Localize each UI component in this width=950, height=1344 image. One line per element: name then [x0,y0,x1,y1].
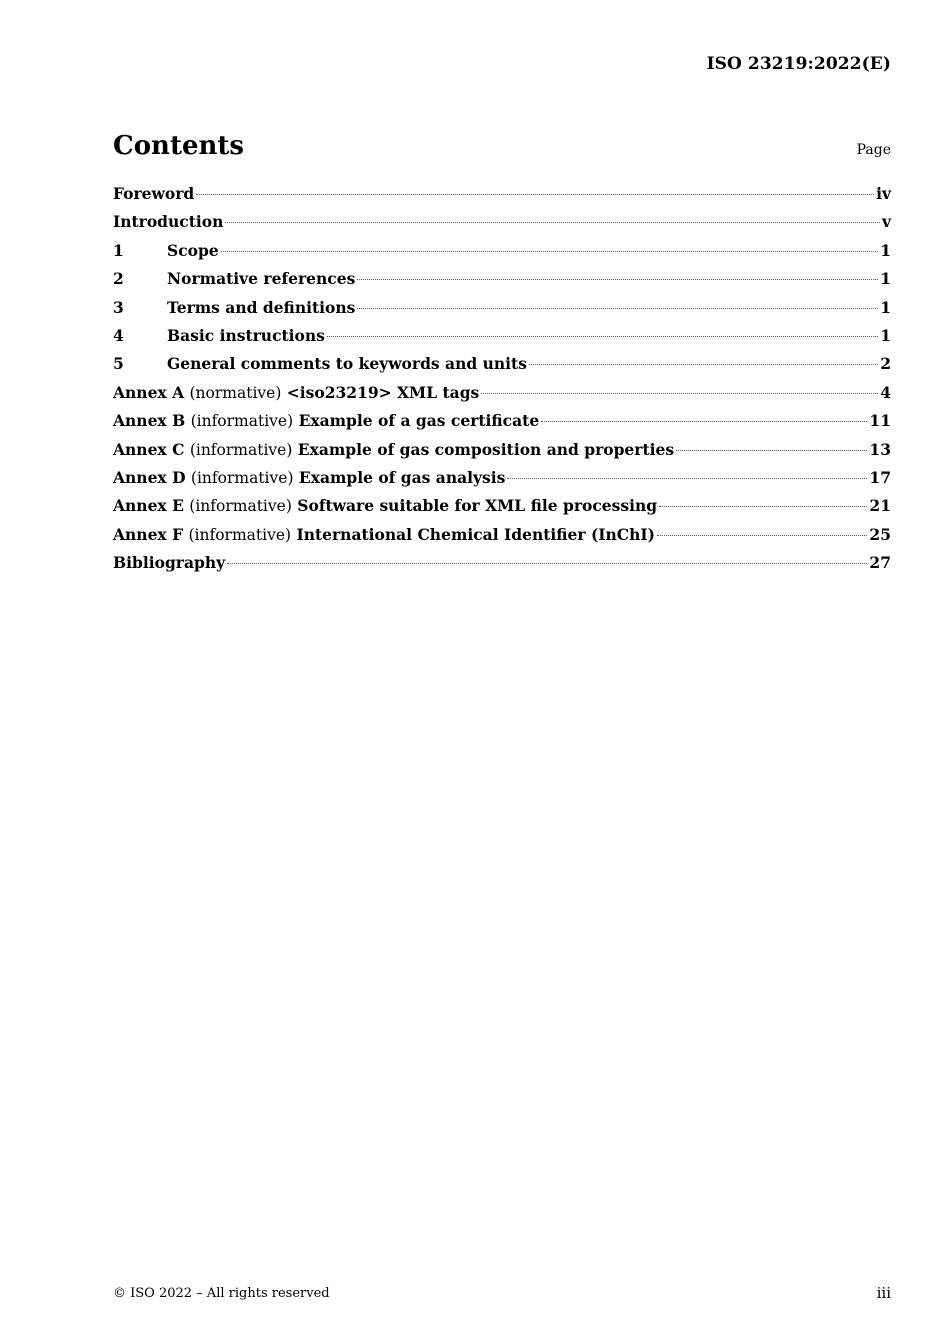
toc-entry-page: 13 [869,439,891,459]
toc-entry-page: 25 [869,524,891,544]
annex-title: International Chemical Identifier (InChI) [296,524,655,544]
dot-leader [676,450,867,451]
toc-entry-introduction[interactable] [113,212,891,240]
table-of-contents [113,184,891,581]
dot-leader [225,222,880,223]
annex-label: Annex A [113,382,185,402]
toc-entry-title [113,468,505,487]
toc-entry-page: 21 [869,496,891,516]
annex-title: Example of a gas certificate [298,411,540,431]
document-id: ISO 23219:2022(E) [706,54,891,74]
toc-entry-title: Scope [167,240,219,260]
toc-entry-page: v [881,212,891,232]
toc-entry-basic-instructions[interactable] [113,326,891,354]
toc-entry-normative-references[interactable] [113,269,891,297]
annex-title: Software suitable for XML file processing [297,496,658,516]
page-title: Contents [113,131,245,161]
annex-label: Annex B [113,411,186,431]
dot-leader [196,194,874,195]
toc-entry-page: 27 [869,553,891,573]
annex-title: Example of gas composition and properties [297,439,675,459]
toc-entry-title: Foreword [113,184,195,203]
annex-kind: (informative) [190,468,294,487]
toc-entry-title: General comments to keywords and units [167,354,527,374]
annex-label: Annex C [113,439,185,459]
annex-label: Annex F [113,524,184,544]
toc-entry-title: Basic instructions [167,325,325,345]
toc-entry-annex-d[interactable] [113,468,891,496]
toc-entry-number: 1 [113,240,124,260]
toc-entry-annex-c[interactable] [113,440,891,468]
dot-leader [221,251,879,252]
toc-entry-scope[interactable] [113,241,891,269]
dot-leader [541,421,867,422]
annex-title: Example of gas analysis [298,467,506,487]
dot-leader [481,393,878,394]
toc-entry-title [113,525,655,544]
toc-entry-title: Introduction [113,212,224,232]
annex-label: Annex D [113,467,186,487]
toc-entry-title [113,496,657,515]
annex-kind: (informative) [189,440,293,459]
toc-entry-terms-and-definitions[interactable] [113,298,891,326]
toc-entry-title: Normative references [167,269,356,289]
toc-entry-page: 1 [880,325,891,345]
annex-kind: (informative) [189,497,292,516]
toc-entry-general-comments[interactable] [113,354,891,382]
toc-entry-page: iv [876,184,891,203]
dot-leader [327,336,878,337]
dot-leader [227,563,867,564]
dot-leader [357,308,878,309]
toc-entry-title [113,440,674,459]
annex-title: <iso23219> XML tags [286,382,480,402]
toc-entry-annex-f[interactable] [113,525,891,553]
toc-entry-title: Terms and definitions [167,297,356,317]
toc-entry-number: 4 [113,325,124,345]
toc-entry-title [113,411,539,430]
toc-entry-number: 2 [113,269,124,289]
toc-entry-annex-b[interactable] [113,411,891,439]
copyright-notice: © ISO 2022 – All rights reserved [113,1286,330,1301]
annex-kind: (normative) [189,383,282,402]
toc-entry-page: 11 [869,411,891,431]
dot-leader [507,478,867,479]
toc-entry-page: 4 [880,382,891,402]
toc-entry-foreword[interactable] [113,184,891,212]
page-column-label: Page [856,142,891,158]
toc-entry-annex-e[interactable] [113,496,891,524]
toc-entry-page: 2 [880,354,891,374]
dot-leader [529,364,878,365]
dot-leader [357,279,878,280]
toc-entry-annex-a[interactable] [113,383,891,411]
toc-entry-page: 1 [880,240,891,260]
toc-entry-page: 17 [869,467,891,487]
annex-kind: (informative) [190,412,294,431]
dot-leader [657,535,867,536]
toc-entry-title: Bibliography [113,553,226,573]
annex-kind: (informative) [188,525,292,544]
dot-leader [659,506,867,507]
toc-entry-page: 1 [880,269,891,289]
toc-entry-page: 1 [880,297,891,317]
toc-entry-number: 3 [113,297,124,317]
toc-entry-number: 5 [113,354,124,374]
annex-label: Annex E [113,496,184,516]
toc-entry-bibliography[interactable] [113,553,891,581]
toc-entry-title [113,383,479,402]
page-number: iii [876,1284,891,1302]
